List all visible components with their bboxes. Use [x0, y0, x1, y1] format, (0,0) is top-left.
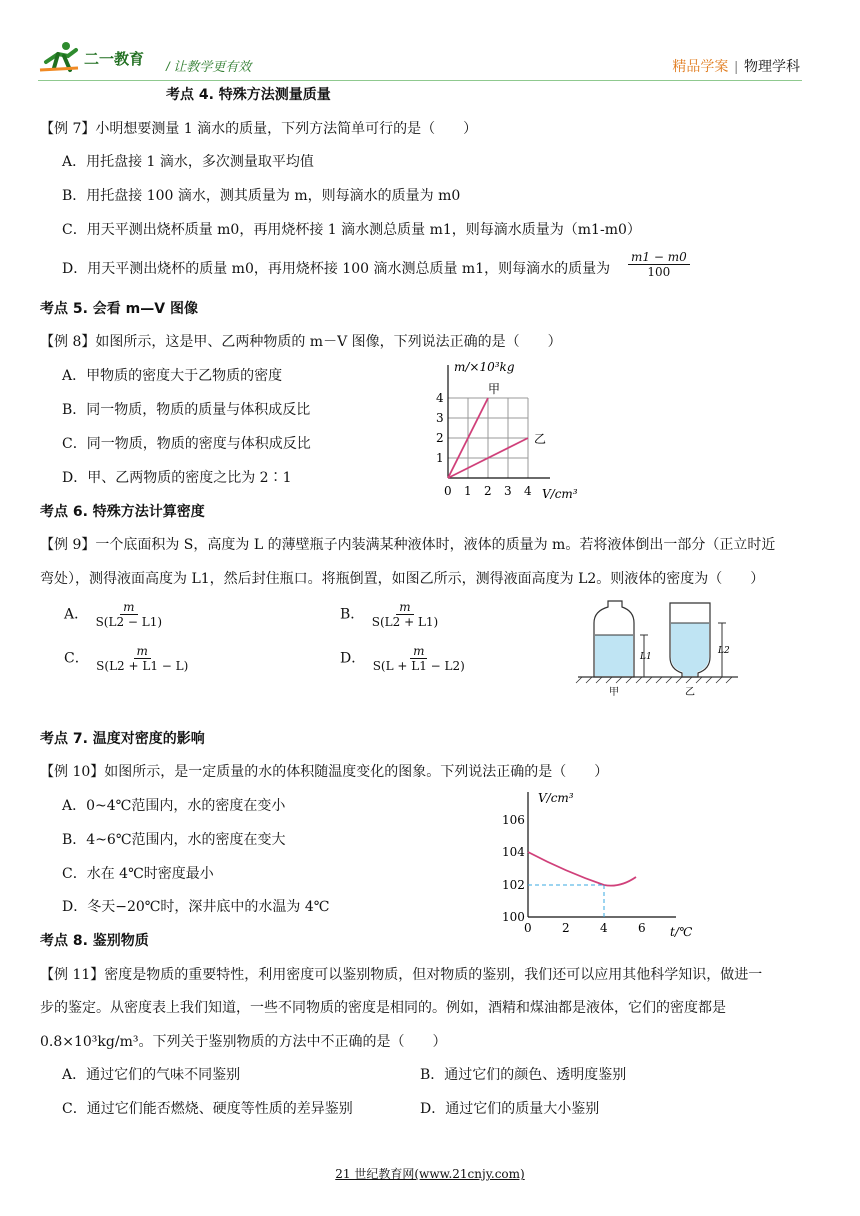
section-7-title: 考点 7. 温度对密度的影响 — [40, 731, 205, 747]
header-tag-subject: 物理学科 — [744, 58, 800, 74]
q9-option-c-label: C． — [64, 650, 89, 667]
q8-ytick-3: 3 — [436, 411, 444, 425]
section-4-title: 考点 4. 特殊方法测量质量 — [166, 87, 331, 103]
q10-option-a: A．0~4℃范围内，水的密度在变小 — [62, 798, 286, 814]
q8-label-yi: 乙 — [534, 432, 547, 446]
q8-xtick-4: 4 — [524, 484, 532, 498]
q9-option-c-num: m — [134, 644, 151, 659]
q8-ytick-2: 2 — [436, 431, 444, 445]
q7-fraction-numerator: m1 − m0 — [628, 250, 690, 265]
q10-ytick-102: 102 — [502, 878, 525, 892]
q9-option-b-den: S(L2 + L1) — [371, 615, 439, 629]
header-divider — [38, 80, 802, 81]
q8-ytick-4: 4 — [436, 391, 444, 405]
q7-option-d-fraction — [628, 250, 690, 279]
q11-stem-line3: 0.8×10³kg/m³。下列关于鉴别物质的方法中不正确的是（ ） — [40, 1034, 447, 1050]
q10-option-c: C．水在 4℃时密度最小 — [62, 866, 214, 882]
q7-stem: 【例 7】小明想要测量 1 滴水的质量，下列方法简单可行的是（ ） — [40, 121, 478, 137]
q10-xtick-0: 0 — [524, 921, 532, 935]
q8-ylabel: m/×10³kg — [454, 360, 515, 374]
header-slogan: / 让教学更有效 — [166, 59, 252, 74]
q10-ylabel: V/cm³ — [538, 791, 574, 805]
section-5-title: 考点 5. 会看 m—V 图像 — [40, 301, 198, 317]
q8-xlabel: V/cm³ — [542, 487, 578, 501]
q10-xlabel: t/℃ — [670, 925, 693, 939]
q8-option-b: B．同一物质，物质的质量与体积成反比 — [62, 402, 311, 418]
q9-label-yi: 乙 — [685, 687, 695, 698]
q9-label-jia: 甲 — [609, 687, 619, 698]
q10-ytick-104: 104 — [502, 845, 525, 859]
logo-text: 二一教育 — [84, 50, 145, 68]
runner-logo-icon — [38, 40, 148, 74]
q10-curve — [528, 852, 636, 886]
q8-xtick-0: 0 — [444, 484, 452, 498]
q10-xtick-2: 2 — [562, 921, 570, 935]
q9-option-c-den: S(L2 + L1 − L) — [96, 659, 189, 673]
q9-option-b-num: m — [396, 600, 413, 615]
q7-option-c: C．用天平测出烧杯质量 m0，再用烧杯接 1 滴水测总质量 m1，则每滴水质量为（m1-m0） — [62, 222, 641, 238]
q8-stem: 【例 8】如图所示，这是甲、乙两种物质的 m－V 图像，下列说法正确的是（ ） — [40, 334, 562, 350]
q9-option-c — [64, 644, 191, 673]
q8-xtick-3: 3 — [504, 484, 512, 498]
q10-xtick-4: 4 — [600, 921, 608, 935]
q9-stem-line1: 【例 9】一个底面积为 S，高度为 L 的薄壁瓶子内装满某种液体时，液体的质量为 m。若将液体倒出一部分（正立时近 — [40, 537, 776, 553]
q9-option-a-label: A． — [64, 606, 89, 623]
q9-option-d-num: m — [410, 644, 427, 659]
q8-label-jia: 甲 — [488, 382, 501, 396]
q9-option-d-den: S(L + L1 − L2) — [372, 659, 465, 673]
q9-option-a-den: S(L2 − L1) — [95, 615, 163, 629]
brand-logo — [38, 40, 148, 74]
footer-link[interactable]: 21 世纪教育网(www.21cnjy.com) — [335, 1167, 525, 1181]
q9-l1-label: L1 — [640, 652, 652, 662]
q11-stem-line2: 步的鉴定。从密度表上我们知道，一些不同物质的密度是相同的。例如，酒精和煤油都是液体，它们的密度都是 — [40, 1000, 726, 1016]
q9-option-d — [340, 644, 468, 673]
q8-xtick-2: 2 — [484, 484, 492, 498]
q7-option-a: A．用托盘接 1 滴水，多次测量取平均值 — [62, 154, 314, 170]
q9-stem-line2: 弯处），测得液面高度为 L1，然后封住瓶口。将瓶倒置，如图乙所示，测得液面高度为 L2。则液体的密度为（ ） — [40, 571, 765, 587]
q10-option-d: D．冬天−20℃时，深井底中的水温为 4℃ — [62, 899, 330, 915]
header-separator: | — [734, 58, 738, 74]
q9-bottle-figure — [574, 595, 744, 700]
q11-option-b: B．通过它们的颜色、透明度鉴别 — [420, 1067, 627, 1083]
q9-l2-label: L2 — [718, 646, 730, 656]
header-right — [672, 56, 800, 76]
q7-fraction-denominator: 100 — [647, 265, 671, 279]
q11-option-a: A．通过它们的气味不同鉴别 — [62, 1067, 241, 1083]
q10-vt-graph — [496, 784, 706, 940]
q10-option-b: B．4~6℃范围内，水的密度在变大 — [62, 832, 286, 848]
q8-mv-graph — [420, 355, 600, 505]
q11-stem-line1: 【例 11】密度是物质的重要特性，利用密度可以鉴别物质，但对物质的鉴别，我们还可以应用其他科学知识，做进一 — [40, 967, 763, 983]
q10-ytick-106: 106 — [502, 813, 525, 827]
q9-bottle-yi — [670, 603, 710, 677]
q9-option-d-label: D． — [340, 650, 366, 667]
q7-option-b: B．用托盘接 100 滴水，测其质量为 m，则每滴水的质量为 m0 — [62, 188, 461, 204]
q10-stem: 【例 10】如图所示，是一定质量的水的体积随温度变化的图象。下列说法正确的是（ ） — [40, 764, 609, 780]
q8-grid — [448, 398, 528, 478]
q8-ytick-1: 1 — [436, 451, 444, 465]
q10-xtick-6: 6 — [638, 921, 646, 935]
section-6-title: 考点 6. 特殊方法计算密度 — [40, 504, 205, 520]
q11-option-d: D．通过它们的质量大小鉴别 — [420, 1101, 600, 1117]
header-tag-premium: 精品学案 — [672, 58, 729, 74]
section-8-title: 考点 8. 鉴别物质 — [40, 933, 149, 949]
q8-option-c: C．同一物质，物质的密度与体积成反比 — [62, 436, 311, 452]
q11-option-c: C．通过它们能否燃烧、硬度等性质的差异鉴别 — [62, 1101, 353, 1117]
q9-option-a — [64, 600, 165, 629]
q9-option-b-label: B． — [340, 606, 365, 623]
q9-bottle-jia — [594, 601, 634, 677]
q10-ytick-100: 100 — [502, 910, 525, 924]
q9-option-b — [340, 600, 441, 629]
q7-option-d: D．用天平测出烧杯的质量 m0，再用烧杯接 100 滴水测总质量 m1，则每滴水的质量为 — [62, 261, 611, 277]
q8-option-d: D．甲、乙两物质的密度之比为 2∶1 — [62, 470, 292, 486]
q8-option-a: A．甲物质的密度大于乙物质的密度 — [62, 368, 283, 384]
q8-xtick-1: 1 — [464, 484, 472, 498]
q9-option-a-num: m — [120, 600, 137, 615]
